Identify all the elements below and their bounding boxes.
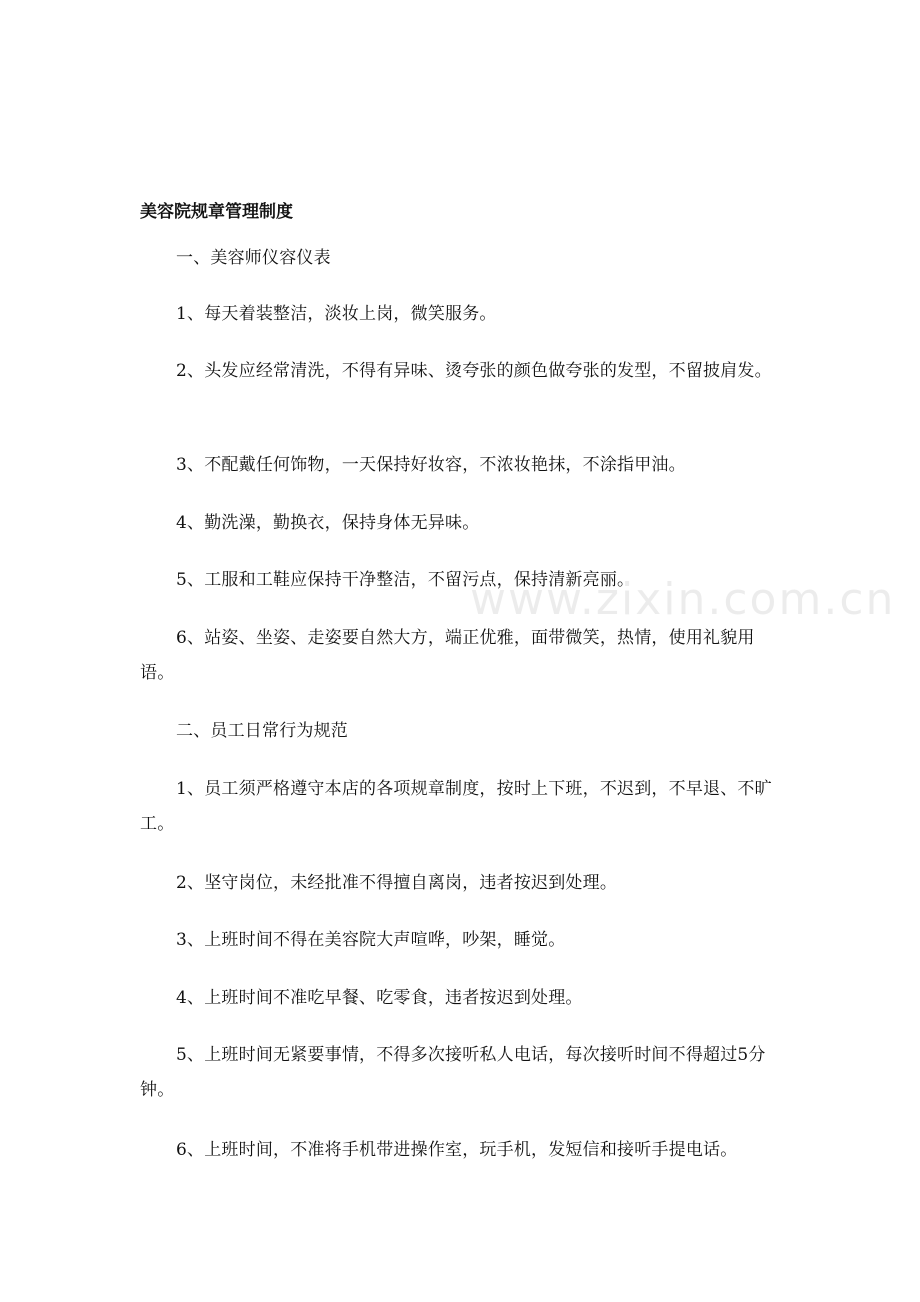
document-title: 美容院规章管理制度 bbox=[140, 202, 293, 222]
paragraph-2-3: 3、上班时间不得在美容院大声喧哗，吵架，睡觉。 bbox=[176, 930, 566, 950]
paragraph-1-1: 1、每天着装整洁，淡妆上岗，微笑服务。 bbox=[176, 304, 497, 324]
paragraph-1-2: 2、头发应经常清洗，不得有异味、烫夸张的颜色做夸张的发型，不留披肩发。 bbox=[176, 361, 772, 381]
paragraph-2-5: 5、上班时间无紧要事情，不得多次接听私人电话，每次接听时间不得超过5分钟。 bbox=[140, 1045, 766, 1100]
paragraph-2-4: 4、上班时间不准吃早餐、吃零食，违者按迟到处理。 bbox=[176, 988, 583, 1008]
paragraph-2-2: 2、坚守岗位，未经批准不得擅自离岗，违者按迟到处理。 bbox=[176, 873, 618, 893]
paragraph-2-6: 6、上班时间，不准将手机带进操作室，玩手机，发短信和接听手提电话。 bbox=[176, 1140, 738, 1160]
watermark: www.zixin.com.cn bbox=[470, 574, 896, 625]
paragraph-1-5: 5、工服和工鞋应保持干净整洁，不留污点，保持清新亮丽。 bbox=[176, 570, 635, 590]
paragraph-1-6: 6、站姿、坐姿、走姿要自然大方，端正优雅，面带微笑，热情，使用礼貌用语。 bbox=[140, 628, 755, 683]
section-heading-1: 一、美容师仪容仪表 bbox=[176, 248, 331, 268]
paragraph-2-1: 1、员工须严格遵守本店的各项规章制度，按时上下班，不迟到，不早退、不旷工。 bbox=[140, 779, 772, 834]
paragraph-1-4: 4、勤洗澡，勤换衣，保持身体无异味。 bbox=[176, 513, 480, 533]
paragraph-1-3: 3、不配戴任何饰物，一天保持好妆容，不浓妆艳抹，不涂指甲油。 bbox=[176, 455, 686, 475]
section-heading-2: 二、员工日常行为规范 bbox=[176, 721, 348, 741]
